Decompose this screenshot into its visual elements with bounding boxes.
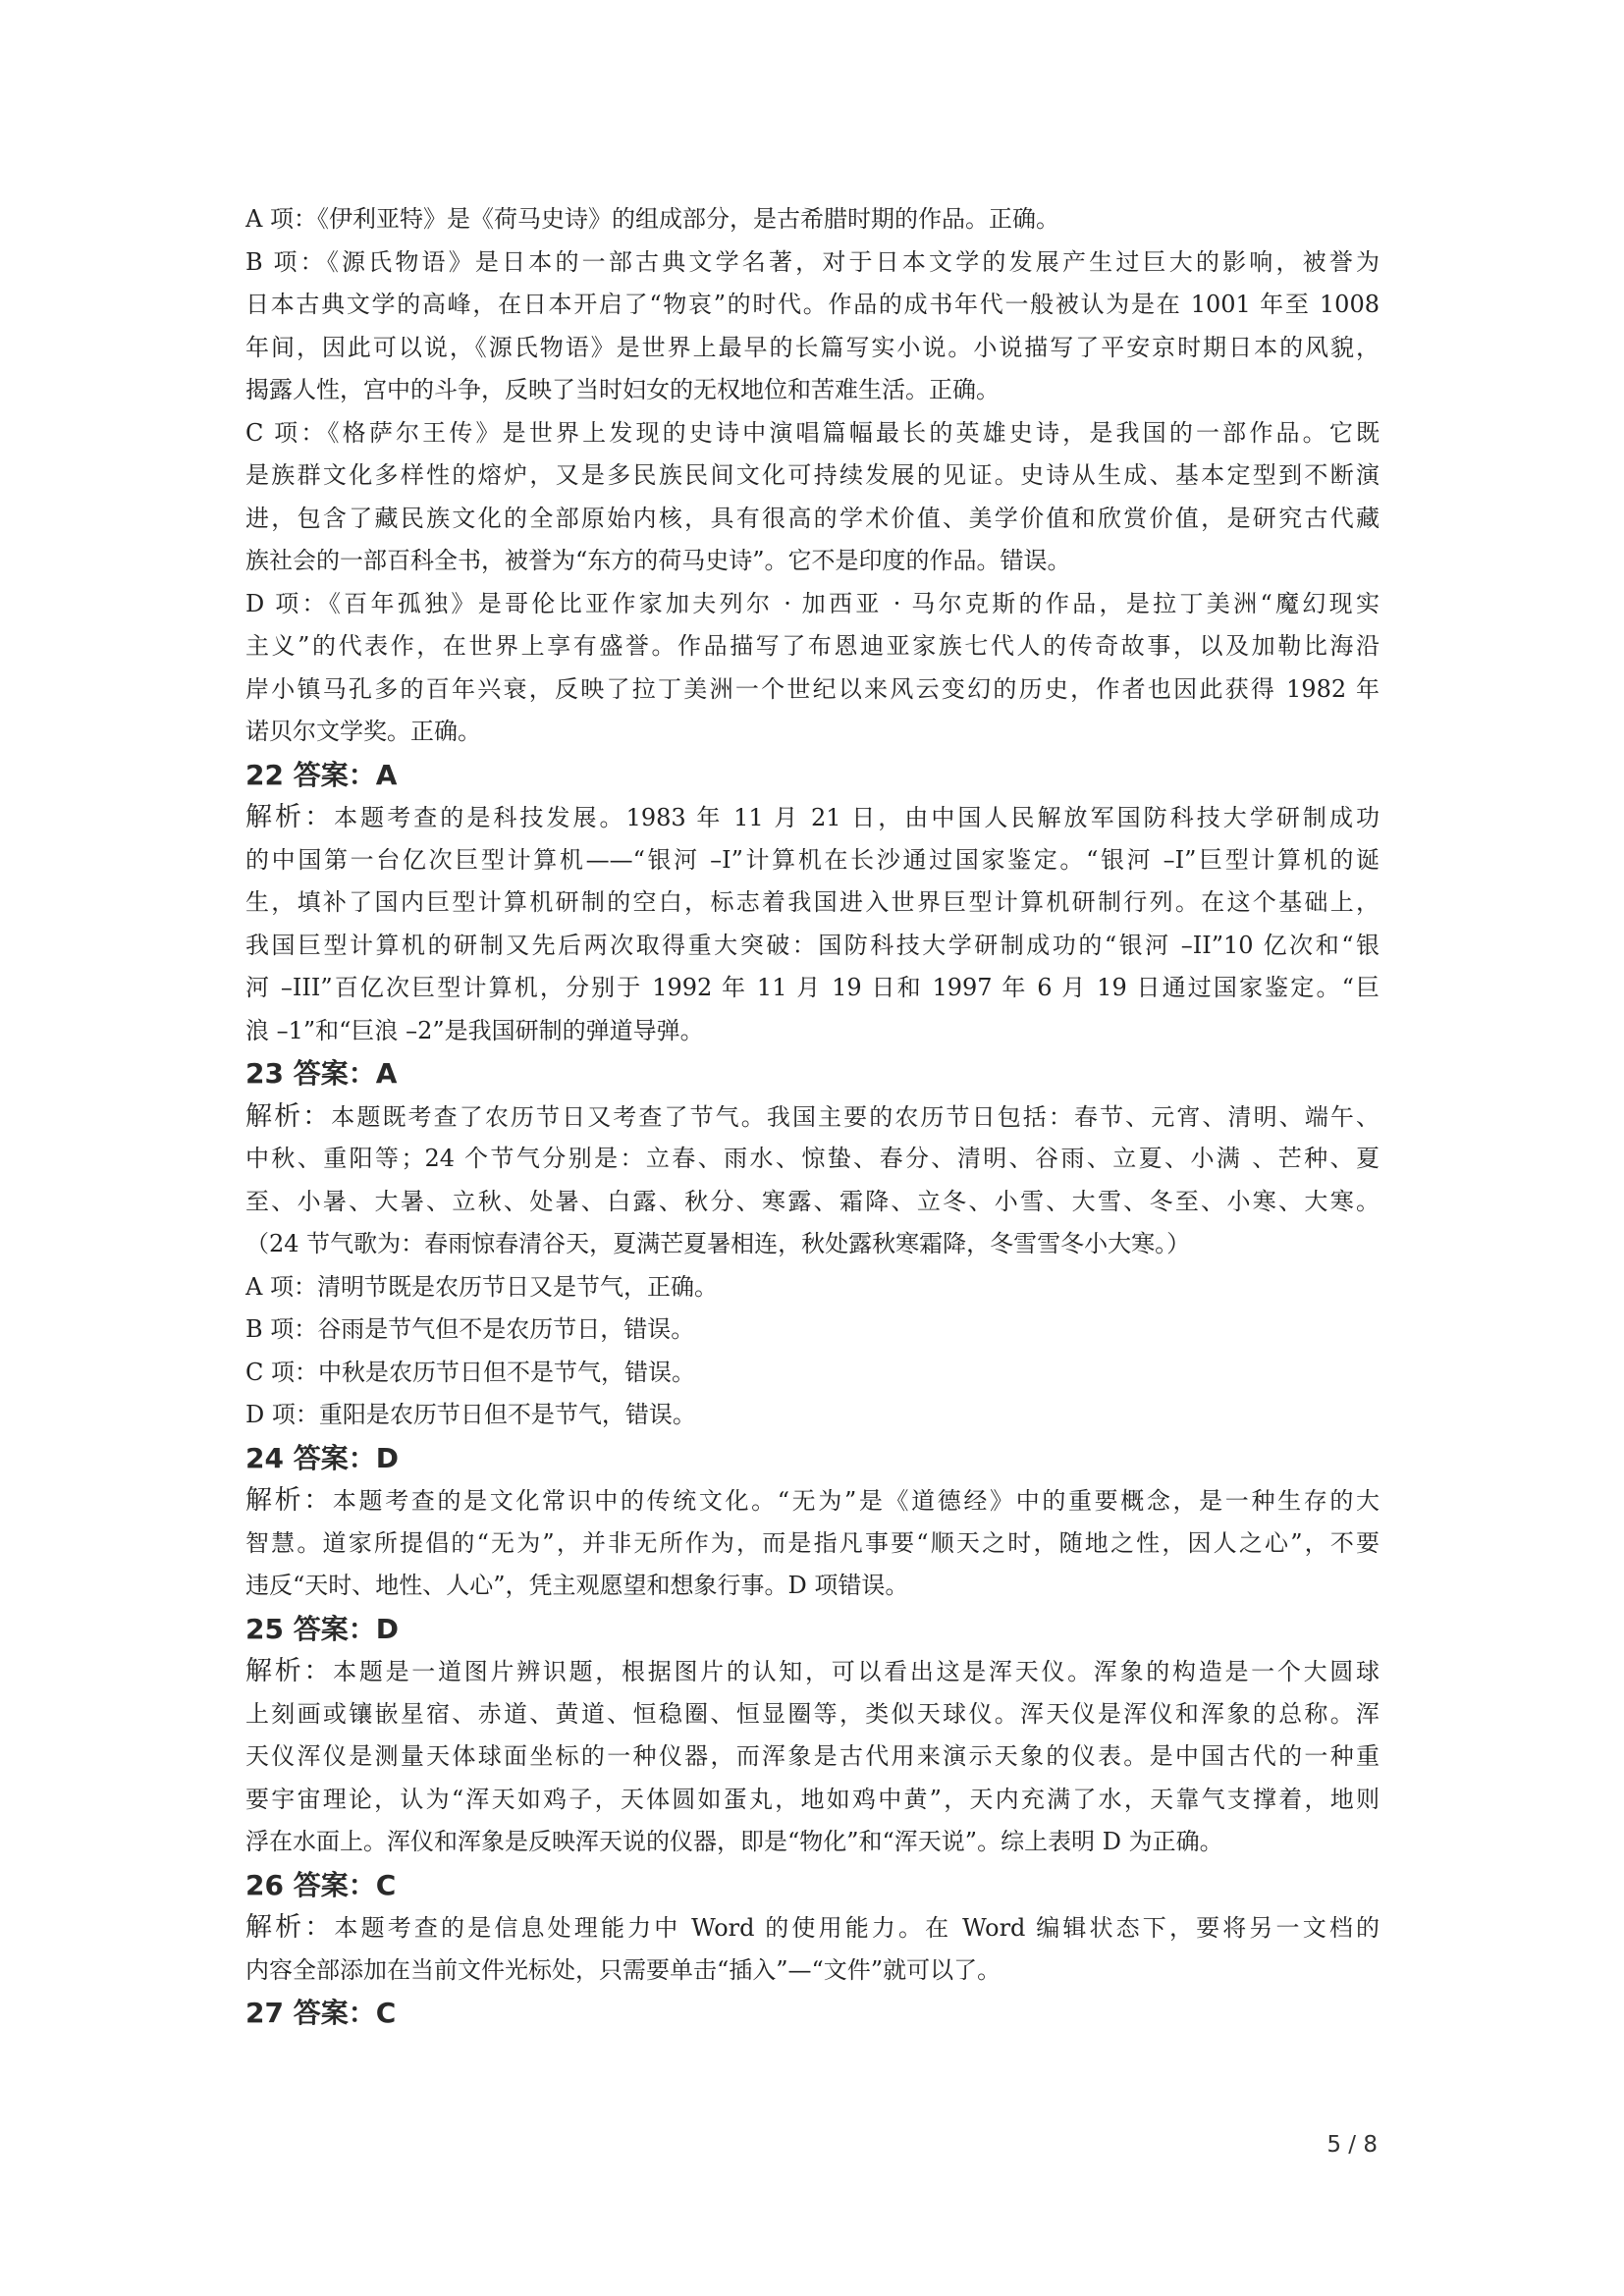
text-line — [245, 967, 1380, 1010]
text-line — [245, 1308, 1380, 1352]
text-line — [245, 284, 1380, 327]
line-text: C 项：《格萨尔王传》是世界上发现的史诗中演唱篇幅最长的英雄史诗，是我国的一部作品。它既 — [245, 418, 1380, 447]
paragraph — [245, 412, 1380, 583]
page-number: 5 / 8 — [1326, 2132, 1378, 2158]
line-text: （24 节气歌为：春雨惊春清谷天，夏满芒夏暑相连，秋处露秋寒霜降，冬雪雪冬小大寒。） — [245, 1230, 1191, 1257]
line-text: 天仪浑仪是测量天体球面坐标的一种仪器，而浑象是古代用来演示天象的仪表。是中国古代的一种重 — [245, 1742, 1380, 1770]
text-line — [245, 1394, 1380, 1437]
line-text: 本题考查的是文化常识中的传统文化。“无为”是《道德经》中的重要概念，是一种生存的大 — [332, 1487, 1380, 1515]
line-text: C 项：中秋是农历节日但不是节气，错误。 — [245, 1358, 695, 1386]
line-text: 本题既考查了农历节日又考查了节气。我国主要的农历节日包括：春节、元宵、清明、端午、 — [331, 1102, 1380, 1131]
line-text: D 项：重阳是农历节日但不是节气，错误。 — [245, 1401, 696, 1428]
line-text: B 项：《源氏物语》是日本的一部古典文学名著，对于日本文学的发展产生过巨大的影响，被誉为 — [245, 247, 1380, 276]
text-line — [245, 1735, 1380, 1779]
paragraph — [245, 198, 1380, 241]
text-line — [245, 583, 1380, 626]
text-line — [245, 1095, 1380, 1139]
text-line — [245, 454, 1380, 498]
text-line — [245, 1821, 1380, 1864]
text-line — [245, 1138, 1380, 1181]
paragraph — [245, 1308, 1380, 1352]
paragraph — [245, 1095, 1380, 1266]
text-line — [245, 711, 1380, 754]
text-line — [245, 839, 1380, 882]
line-text: 本题考查的是科技发展。1983 年 11 月 21 日，由中国人民解放军国防科技大学研制成功 — [334, 804, 1380, 831]
line-text: 的中国第一台亿次巨型计算机——“银河 –I”计算机在长沙通过国家鉴定。“银河 –I”巨型计算机的诞 — [245, 845, 1380, 874]
line-text: 揭露人性，宫中的斗争，反映了当时妇女的无权地位和苦难生活。正确。 — [245, 376, 1000, 403]
document-body — [245, 198, 1380, 2035]
answer-heading: 23 答案：A — [245, 1057, 398, 1090]
text-line — [245, 1906, 1380, 1949]
answer-heading: 26 答案：C — [245, 1868, 397, 1901]
text-line — [245, 625, 1380, 668]
analysis-label: 解析： — [245, 1485, 333, 1516]
answer-heading: 22 答案：A — [245, 758, 398, 791]
paragraph — [245, 1352, 1380, 1395]
line-text: B 项：谷雨是节气但不是农历节日，错误。 — [245, 1315, 695, 1343]
paragraph — [245, 796, 1380, 1052]
line-text: 本题考查的是信息处理能力中 Word 的使用能力。在 Word 编辑状态下，要将另一文档的 — [334, 1914, 1380, 1942]
text-line — [245, 1565, 1380, 1608]
line-text: A 项：清明节既是农历节日又是节气，正确。 — [245, 1272, 718, 1301]
line-text: 族社会的一部百科全书，被誉为“东方的荷马史诗”。它不是印度的作品。错误。 — [245, 547, 1071, 574]
line-text: 至、小暑、大暑、立秋、处暑、白露、秋分、寒露、霜降、立冬、小雪、大雪、冬至、小寒、大寒。 — [245, 1187, 1380, 1215]
text-line — [245, 327, 1380, 370]
text-line — [245, 412, 1380, 455]
line-text: 是族群文化多样性的熔炉，又是多民族民间文化可持续发展的见证。史诗从生成、基本定型到不断演 — [245, 461, 1380, 489]
text-line — [245, 198, 1380, 241]
line-text: D 项：《百年孤独》是哥伦比亚作家加夫列尔 · 加西亚 · 马尔克斯的作品，是拉丁美洲“魔幻现实 — [245, 589, 1380, 617]
line-text: 浮在水面上。浑仪和浑象是反映浑天说的仪器，即是“物化”和“浑天说”。综上表明 D 为正确。 — [245, 1828, 1223, 1855]
line-text: A 项：《伊利亚特》是《荷马史诗》的组成部分，是古希腊时期的作品。正确。 — [245, 205, 1059, 233]
line-text: 我国巨型计算机的研制又先后两次取得重大突破：国防科技大学研制成功的“银河 –II”10 亿次和“银 — [245, 931, 1380, 959]
line-text: 浪 –1”和“巨浪 –2”是我国研制的弹道导弹。 — [245, 1016, 704, 1044]
text-line — [245, 1010, 1380, 1053]
line-text: 年间，因此可以说，《源氏物语》是世界上最早的长篇写实小说。小说描写了平安京时期日本的风貌， — [245, 333, 1380, 361]
line-text: 智慧。道家所提倡的“无为”，并非无所作为，而是指凡事要“顺天之时，随地之性，因人之心”，不要 — [245, 1528, 1380, 1557]
paragraph — [245, 1266, 1380, 1309]
text-line — [245, 796, 1380, 839]
line-text: 中秋、重阳等；24 个节气分别是：立春、雨水、惊蛰、春分、清明、谷雨、立夏、小满 、芒种、夏 — [245, 1145, 1380, 1172]
analysis-label: 解析： — [245, 1912, 335, 1943]
text-line — [245, 1266, 1380, 1309]
analysis-label: 解析： — [245, 1656, 334, 1686]
paragraph — [245, 241, 1380, 412]
line-text: 生，填补了国内巨型计算机研制的空白，标志着我国进入世界巨型计算机研制行列。在这个基础上， — [245, 888, 1380, 916]
line-text: 日本古典文学的高峰，在日本开启了“物哀”的时代。作品的成书年代一般被认为是在 1001 年至 1008 — [245, 291, 1380, 318]
text-line — [245, 498, 1380, 541]
line-text: 进，包含了藏民族文化的全部原始内核，具有很高的学术价值、美学价值和欣赏价值，是研究古代藏 — [245, 504, 1380, 532]
text-line — [245, 1223, 1380, 1266]
answer-heading: 25 答案：D — [245, 1612, 399, 1645]
paragraph — [245, 1650, 1380, 1864]
paragraph — [245, 1906, 1380, 1992]
line-text: 本题是一道图片辨识题，根据图片的认知，可以看出这是浑天仪。浑象的构造是一个大圆球 — [333, 1658, 1380, 1685]
text-line — [245, 1479, 1380, 1522]
text-line — [245, 925, 1380, 968]
paragraph — [245, 1394, 1380, 1437]
line-text: 岸小镇马孔多的百年兴衰，反映了拉丁美洲一个世纪以来风云变幻的历史，作者也因此获得 1982 年 — [245, 674, 1380, 703]
line-text: 上刻画或镶嵌星宿、赤道、黄道、恒稳圈、恒显圈等，类似天球仪。浑天仪是浑仪和浑象的总称。浑 — [245, 1699, 1380, 1728]
text-line — [245, 1352, 1380, 1395]
text-line — [245, 369, 1380, 412]
analysis-label: 解析： — [245, 802, 335, 832]
paragraph — [245, 583, 1380, 754]
line-text: 要宇宙理论，认为“浑天如鸡子，天体圆如蛋丸，地如鸡中黄”，天内充满了水，天靠气支撑着，地则 — [245, 1785, 1380, 1813]
text-line — [245, 1181, 1380, 1224]
line-text: 违反“天时、地性、人心”，凭主观愿望和想象行事。D 项错误。 — [245, 1572, 909, 1599]
text-line — [245, 881, 1380, 925]
text-line — [245, 1693, 1380, 1736]
text-line — [245, 1650, 1380, 1693]
line-text: 内容全部添加在当前文件光标处，只需要单击“插入”—“文件”就可以了。 — [245, 1955, 1001, 1984]
text-line — [245, 1779, 1380, 1822]
answer-heading: 24 答案：D — [245, 1441, 399, 1474]
line-text: 诺贝尔文学奖。正确。 — [245, 718, 481, 745]
text-line — [245, 241, 1380, 285]
text-line — [245, 668, 1380, 712]
paragraph — [245, 1479, 1380, 1608]
text-line — [245, 1949, 1380, 1993]
line-text: 主义”的代表作，在世界上享有盛誉。作品描写了布恩迪亚家族七代人的传奇故事，以及加勒比海沿 — [245, 632, 1380, 660]
text-line — [245, 1522, 1380, 1566]
analysis-label: 解析： — [245, 1100, 332, 1132]
line-text: 河 –III”百亿次巨型计算机，分别于 1992 年 11 月 19 日和 1997 年 6 月 19 日通过国家鉴定。“巨 — [245, 974, 1380, 1001]
text-line — [245, 540, 1380, 583]
answer-heading: 27 答案：C — [245, 1997, 397, 2029]
